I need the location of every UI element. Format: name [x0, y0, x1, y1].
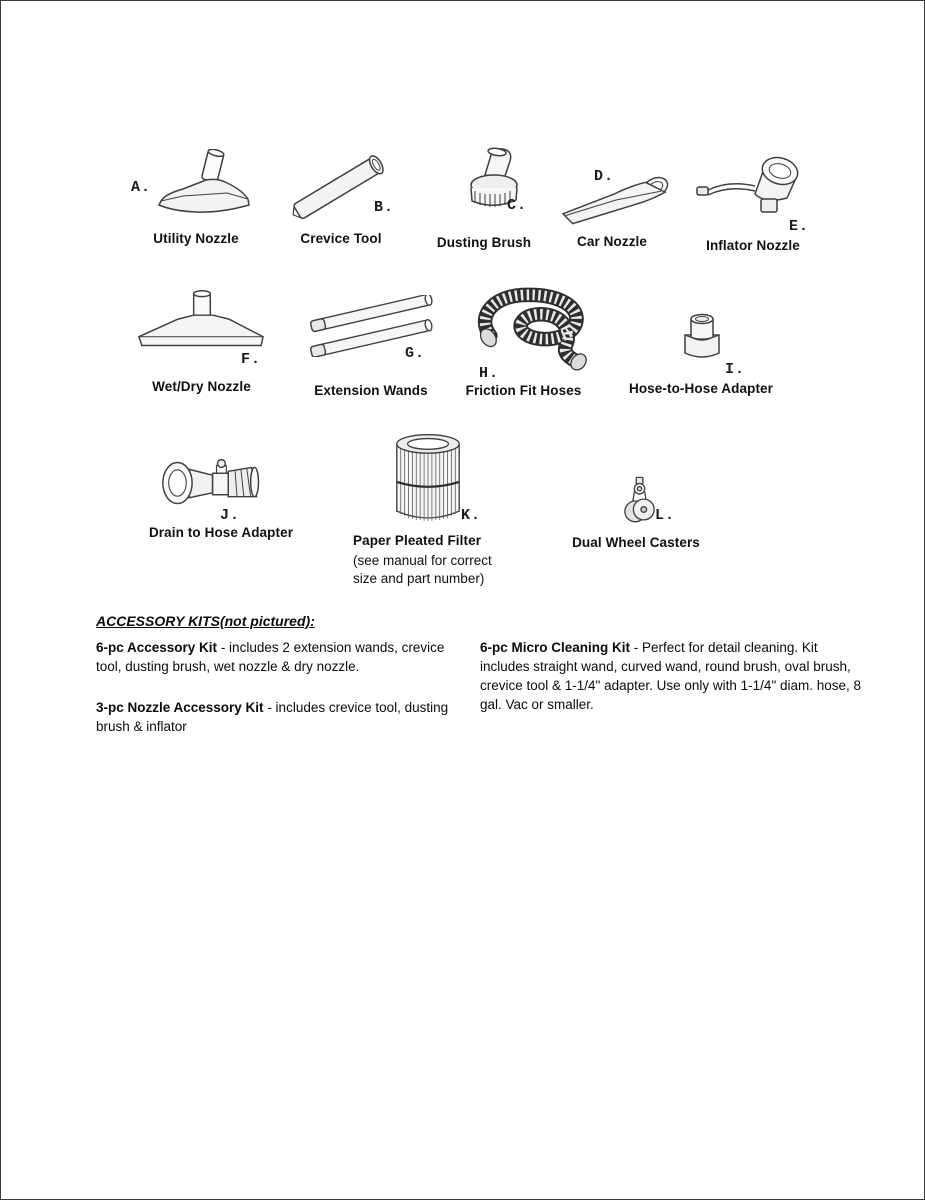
- item-crevice-tool: [279, 143, 403, 249]
- item-letter-e: E.: [789, 218, 810, 235]
- item-label-utility-nozzle: Utility Nozzle: [153, 231, 239, 246]
- item-letter-b: B.: [374, 199, 395, 216]
- item-label-hose-to-hose-adapter: Hose-to-Hose Adapter: [628, 381, 773, 396]
- kit-paragraph-3pc-nozzle: [96, 698, 464, 736]
- paper-pleated-filter-illustration: [389, 431, 467, 527]
- utility-nozzle-illustration: [151, 149, 256, 221]
- item-wet-dry-nozzle: [129, 285, 274, 397]
- item-label-paper-pleated-filter: Paper Pleated Filter: [353, 533, 482, 548]
- item-label-dual-wheel-casters: Dual Wheel Casters: [572, 535, 700, 550]
- item-letter-i: I.: [725, 361, 746, 378]
- item-letter-k: K.: [461, 507, 482, 524]
- item-letter-j: J.: [220, 507, 241, 524]
- item-label-car-nozzle: Car Nozzle: [576, 234, 648, 249]
- accessory-kits-right-column: [480, 638, 865, 758]
- item-label-wet-dry-nozzle: Wet/Dry Nozzle: [152, 379, 251, 394]
- item-letter-f: F.: [241, 351, 262, 368]
- item-hose-to-hose-adapter: [613, 299, 789, 401]
- item-extension-wands: [301, 289, 441, 399]
- item-dusting-brush: [425, 141, 543, 253]
- drain-to-hose-adapter-illustration: [156, 453, 278, 515]
- filter-note-line2: size and part number): [353, 571, 485, 586]
- item-letter-g: G.: [405, 345, 426, 362]
- inflator-nozzle-illustration: [695, 150, 807, 220]
- item-label-dusting-brush: Dusting Brush: [436, 235, 532, 250]
- item-letter-d: D.: [594, 168, 615, 185]
- item-letter-a: A.: [131, 179, 152, 196]
- item-dual-wheel-casters: [559, 469, 713, 555]
- item-label-inflator-nozzle: Inflator Nozzle: [706, 238, 800, 253]
- item-friction-fit-hoses: [451, 283, 596, 401]
- accessory-kits-heading: ACCESSORY KITS(not pictured):: [96, 613, 315, 629]
- kit-paragraph-6pc-micro: [480, 638, 865, 714]
- accessory-kits-left-column: [96, 638, 464, 758]
- item-inflator-nozzle: [689, 146, 817, 254]
- item-letter-c: C.: [507, 197, 528, 214]
- item-car-nozzle: [551, 144, 673, 250]
- item-label-extension-wands: Extension Wands: [314, 383, 428, 398]
- kit-description: - includes 2 extension wands, crevice tool, dusting brush, wet nozzle & dry nozzle.: [96, 640, 445, 674]
- item-letter-h: H.: [479, 365, 500, 382]
- kit-name: 6-pc Accessory Kit: [96, 640, 218, 655]
- item-letter-l: L.: [655, 507, 676, 524]
- item-utility-nozzle: [121, 149, 271, 249]
- item-paper-pleated-filter: [349, 429, 515, 591]
- kit-description: - Perfect for detail cleaning. Kit includes straight wand, curved wand, round brush, oval brush, crevice tool & 1-1/4" adapter. Use only with 1-1/4" diam. hose, 8 gal. Vac or smaller.: [480, 640, 862, 712]
- item-label-drain-to-hose-adapter: Drain to Hose Adapter: [148, 525, 294, 540]
- item-drain-to-hose-adapter: [134, 449, 308, 545]
- item-label-crevice-tool: Crevice Tool: [300, 231, 382, 246]
- item-label-friction-fit-hoses: Friction Fit Hoses: [465, 383, 582, 398]
- kit-name: 3-pc Nozzle Accessory Kit: [96, 700, 264, 715]
- kit-paragraph-6pc-accessory: [96, 638, 464, 676]
- dual-wheel-casters-illustration: [623, 475, 657, 527]
- filter-note-line1: (see manual for correct: [353, 553, 492, 568]
- friction-fit-hoses-illustration: [469, 285, 595, 371]
- car-nozzle-illustration: [557, 172, 675, 230]
- kit-description: - includes crevice tool, dusting brush & inflator: [96, 700, 449, 734]
- wet-dry-nozzle-illustration: [135, 289, 267, 359]
- kit-name: 6-pc Micro Cleaning Kit: [480, 640, 631, 655]
- accessory-kits-section: [96, 613, 871, 758]
- hose-to-hose-adapter-illustration: [671, 307, 733, 363]
